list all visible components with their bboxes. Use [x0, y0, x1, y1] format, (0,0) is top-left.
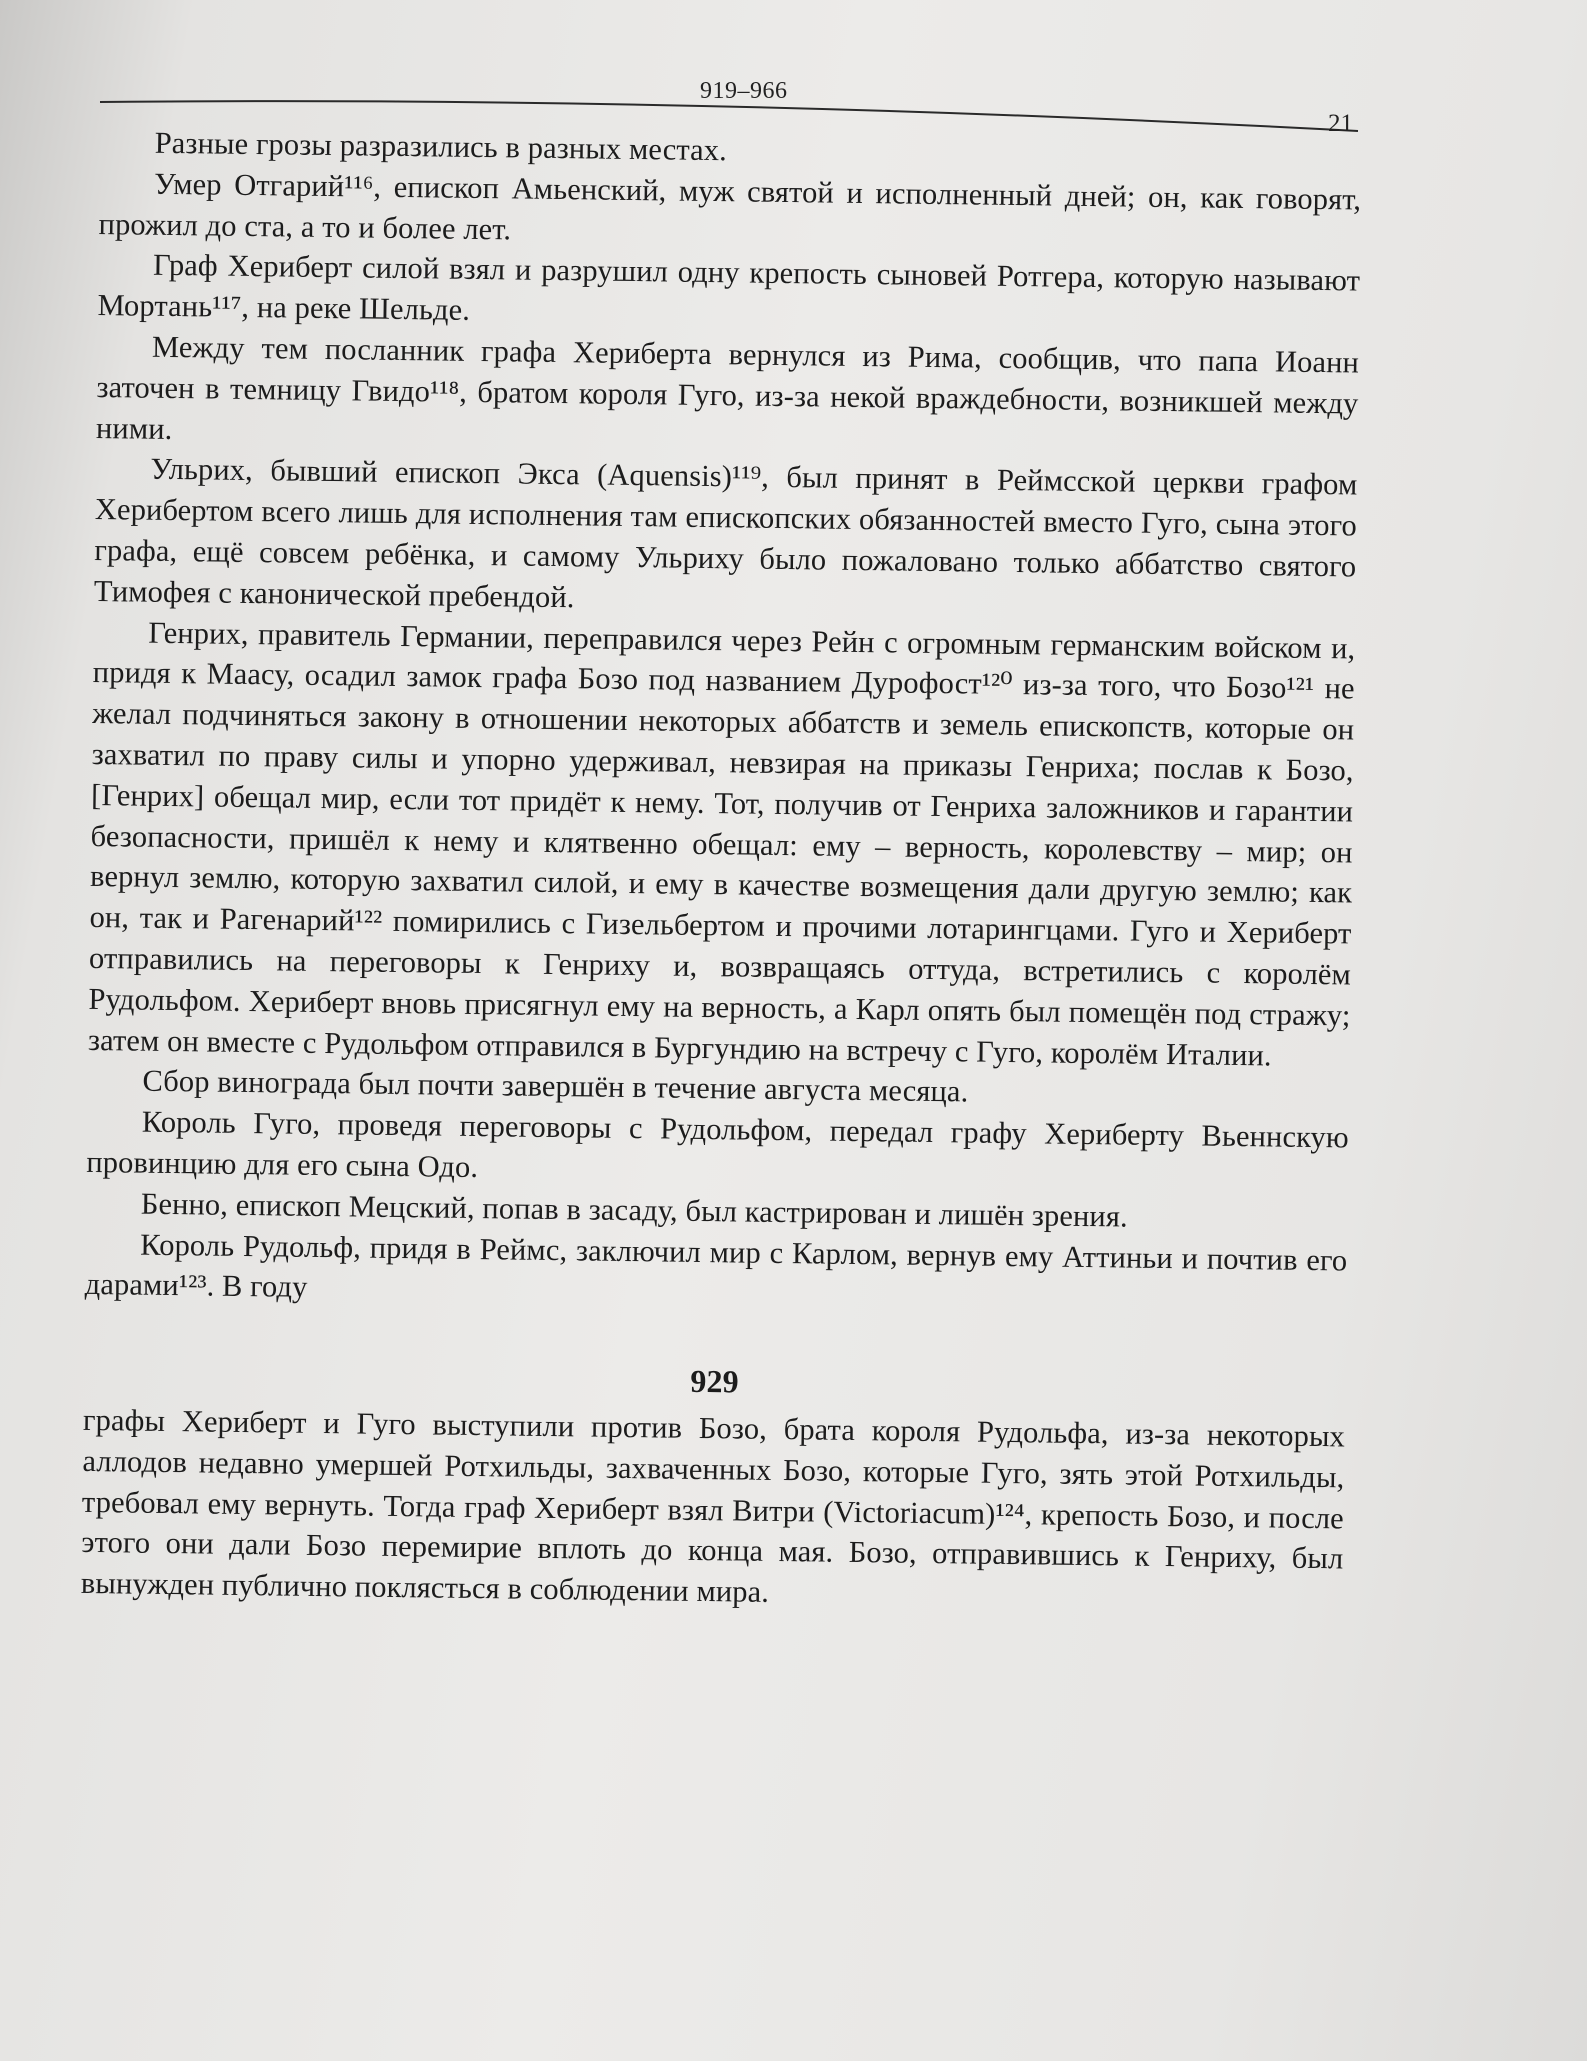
body-text [81, 122, 1362, 1620]
year-heading: 929 [690, 1362, 739, 1400]
paragraph: Ульрих, бывший епископ Экса (Aquensis)¹¹⁹, был принят в Реймсской церкви графом Херибертом всего лишь для исполнения там епископских обязанностей вместо Гуго, сына этого графа, ещё совсем ребёнка, и самому Ульриху было пожаловано только аббатство святого Тимофея с канонической пребендой. [93, 452, 1358, 615]
paragraph: Бенно, епископ Мецский, попав в засаду, был кастрирован и лишён зрения. [140, 1186, 1128, 1234]
paragraph: Умер Отгарий¹¹⁶, епископ Амьенский, муж святой и исполненный дней; он, как говорят, прожил до ста, а то и более лет. [98, 166, 1362, 246]
paragraph: Разные грозы разразились в разных местах. [154, 125, 728, 168]
page-number: 21 [1328, 110, 1353, 137]
running-head-title: 919–966 [700, 78, 788, 104]
paragraph: Король Гуго, проведя переговоры с Рудольфом, передал графу Хериберту Вьеннскую провинцию для его сына Одо. [86, 1104, 1350, 1184]
paragraph: Король Рудольф, придя в Реймс, заключил мир с Карлом, вернув ему Аттиньи и почтив его дарами¹²³. В году [84, 1227, 1348, 1305]
paragraph: Между тем посланник графа Хериберта вернулся из Рима, сообщив, что папа Иоанн заточен в темницу Гвидо¹¹⁸, братом короля Гуго, из-за некой враждебности, возникшей между ними. [95, 329, 1360, 446]
paragraph: Сбор винограда был почти завершён в течение августа месяца. [142, 1063, 969, 1109]
paragraph: Граф Хериберт силой взял и разрушил одну крепость сыновей Ротгера, которую называют Мортань¹¹⁷, на реке Шельде. [97, 248, 1361, 328]
paragraph: Генрих, правитель Германии, переправился через Рейн с огромным германским войском и, придя к Маасу, осадил замок графа Бозо под названием Дурофост¹²⁰ из-за того, что Бозо¹²¹ не желал подчиняться закону в отношении некоторых аббатств и земель епископств, которые он захватил по праву силы и упорно удерживал, невзирая на приказы Генриха; послав к Бозо, [Генрих] обещал мир, если тот придёт к нему. Тот, получив от Генриха заложников и гарантии безопасности, пришёл к нему и клятвенно обещал: ему – верность, королевству – мир; он вернул землю, которую захватил силой, и ему в качестве возмещения дали другую землю; как он, так и Рагенарий¹²² помирились с Гизельбертом и прочими лотарингцами. Гуго и Хериберт отправились на переговоры к Генриху и, возвращаясь оттуда, встретились с королём Рудольфом. Хериберт вновь присягнул ему на верность, а Карл опять был помещён под стражу; затем он вместе с Рудольфом отправился в Бургундию на встречу с Гуго, королём Италии. [87, 615, 1356, 1072]
paragraph: графы Хериберт и Гуго выступили против Бозо, брата короля Рудольфа, из-за некоторых аллодов недавно умершей Ротхильды, захваченных Бозо, которые Гуго, зять этой Ротхильды, требовал ему вернуть. Тогда граф Хериберт взял Витри (Victoriacum)¹²⁴, крепость Бозо, и после этого они дали Бозо перемирие вплоть до конца мая. Бозо, отправившись к Генриху, был вынужден публично поклясться в соблюдении мира. [80, 1402, 1346, 1609]
